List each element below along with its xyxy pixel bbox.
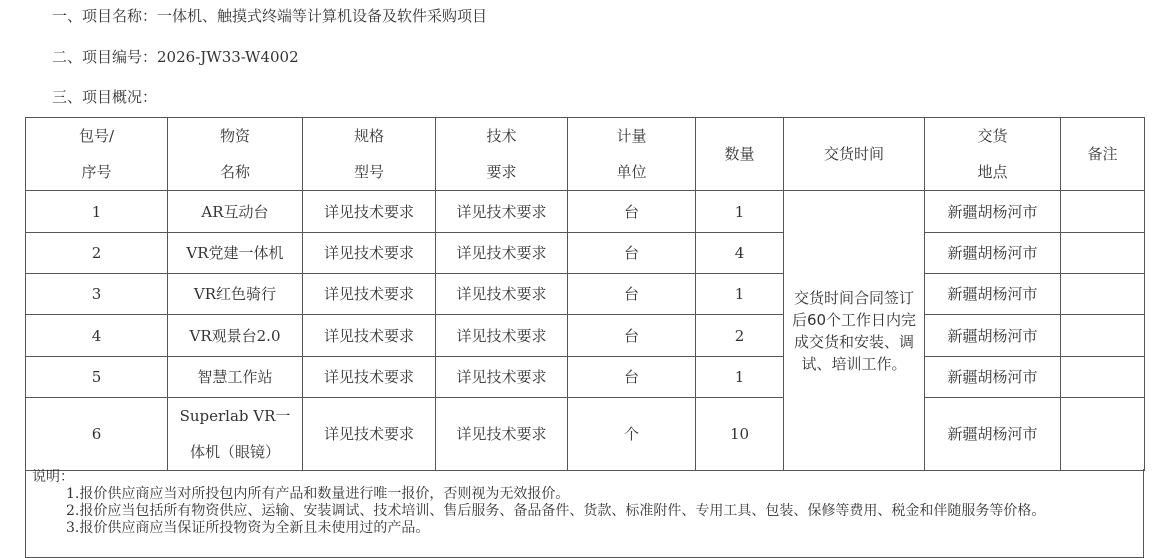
cell-unit: 个: [568, 398, 696, 471]
table-row: [26, 191, 1145, 233]
project-overview-heading: [52, 87, 157, 107]
cell-tech: 详见技术要求: [436, 398, 568, 471]
project-name-heading: [52, 6, 487, 26]
table-header-row: [26, 118, 1145, 191]
cell-name: 智慧工作站: [168, 357, 303, 398]
table-row: [26, 233, 1145, 274]
table-row: [26, 315, 1145, 357]
cell-spec: 详见技术要求: [303, 315, 436, 357]
header-cell-tech: 技术 要求: [436, 118, 568, 191]
cell-place: 新疆胡杨河市: [925, 233, 1061, 274]
cell-name: VR观景台2.0: [168, 315, 303, 357]
cell-tech: 详见技术要求: [436, 315, 568, 357]
cell-no: 2: [26, 233, 168, 274]
cell-spec: 详见技术要求: [303, 191, 436, 233]
notes-section: [25, 469, 1144, 558]
cell-place: 新疆胡杨河市: [925, 274, 1061, 315]
cell-unit: 台: [568, 274, 696, 315]
header-cell-package-no: 包号/ 序号: [26, 118, 168, 191]
cell-no: 1: [26, 191, 168, 233]
cell-name: AR互动台: [168, 191, 303, 233]
cell-place: 新疆胡杨河市: [925, 398, 1061, 471]
cell-remark: [1061, 315, 1145, 357]
header-cell-quantity: 数量: [696, 118, 784, 191]
cell-tech: 详见技术要求: [436, 357, 568, 398]
cell-qty: 10: [696, 398, 784, 471]
cell-no: 5: [26, 357, 168, 398]
cell-qty: 1: [696, 274, 784, 315]
project-name-value: 一体机、触摸式终端等计算机设备及软件采购项目: [157, 7, 488, 25]
cell-unit: 台: [568, 191, 696, 233]
cell-tech: 详见技术要求: [436, 191, 568, 233]
table-row: [26, 274, 1145, 315]
table-row: [26, 398, 1145, 471]
cell-remark: [1061, 191, 1145, 233]
cell-spec: 详见技术要求: [303, 233, 436, 274]
cell-no: 4: [26, 315, 168, 357]
cell-delivery-time: 交货时间合同签订后60个工作日内完成交货和安装、调试、培训工作。: [784, 191, 925, 471]
cell-remark: [1061, 274, 1145, 315]
header-cell-item-name: 物资 名称: [168, 118, 303, 191]
cell-tech: 详见技术要求: [436, 233, 568, 274]
cell-qty: 1: [696, 191, 784, 233]
cell-remark: [1061, 357, 1145, 398]
header-cell-delivery-place: 交货 地点: [925, 118, 1061, 191]
table-row: [26, 357, 1145, 398]
cell-unit: 台: [568, 315, 696, 357]
cell-remark: [1061, 398, 1145, 471]
cell-spec: 详见技术要求: [303, 398, 436, 471]
project-number-heading: [52, 47, 299, 67]
cell-name: VR红色骑行: [168, 274, 303, 315]
cell-spec: 详见技术要求: [303, 357, 436, 398]
header-cell-spec: 规格 型号: [303, 118, 436, 191]
cell-no: 6: [26, 398, 168, 471]
procurement-table: [25, 117, 1145, 471]
cell-unit: 台: [568, 357, 696, 398]
project-overview-label: 三、项目概况：: [52, 88, 158, 106]
cell-qty: 4: [696, 233, 784, 274]
project-number-value: 2026-JW33-W4002: [157, 48, 299, 66]
cell-tech: 详见技术要求: [436, 274, 568, 315]
cell-qty: 1: [696, 357, 784, 398]
cell-place: 新疆胡杨河市: [925, 357, 1061, 398]
header-cell-remark: 备注: [1061, 118, 1145, 191]
cell-spec: 详见技术要求: [303, 274, 436, 315]
cell-place: 新疆胡杨河市: [925, 191, 1061, 233]
cell-name: VR党建一体机: [168, 233, 303, 274]
cell-no: 3: [26, 274, 168, 315]
project-number-label: 二、项目编号：: [52, 48, 158, 66]
notes-title: 说明：: [32, 469, 74, 485]
cell-name: Superlab VR一体机（眼镜）: [168, 398, 303, 471]
cell-remark: [1061, 233, 1145, 274]
cell-place: 新疆胡杨河市: [925, 315, 1061, 357]
project-name-label: 一、项目名称：: [52, 7, 158, 25]
cell-qty: 2: [696, 315, 784, 357]
note-item-3: 3.报价供应商应当保证所投物资为全新且未使用过的产品。: [66, 520, 430, 536]
header-cell-delivery-time: 交货时间: [784, 118, 925, 191]
cell-unit: 台: [568, 233, 696, 274]
header-cell-unit: 计量 单位: [568, 118, 696, 191]
note-item-2: 2.报价应当包括所有物资供应、运输、安装调试、技术培训、售后服务、备品备件、货款、标准附件、专用工具、包装、保修等费用、税金和伴随服务等价格。: [66, 503, 1046, 519]
note-item-1: 1.报价供应商应当对所投包内所有产品和数量进行唯一报价，否则视为无效报价。: [66, 486, 570, 502]
